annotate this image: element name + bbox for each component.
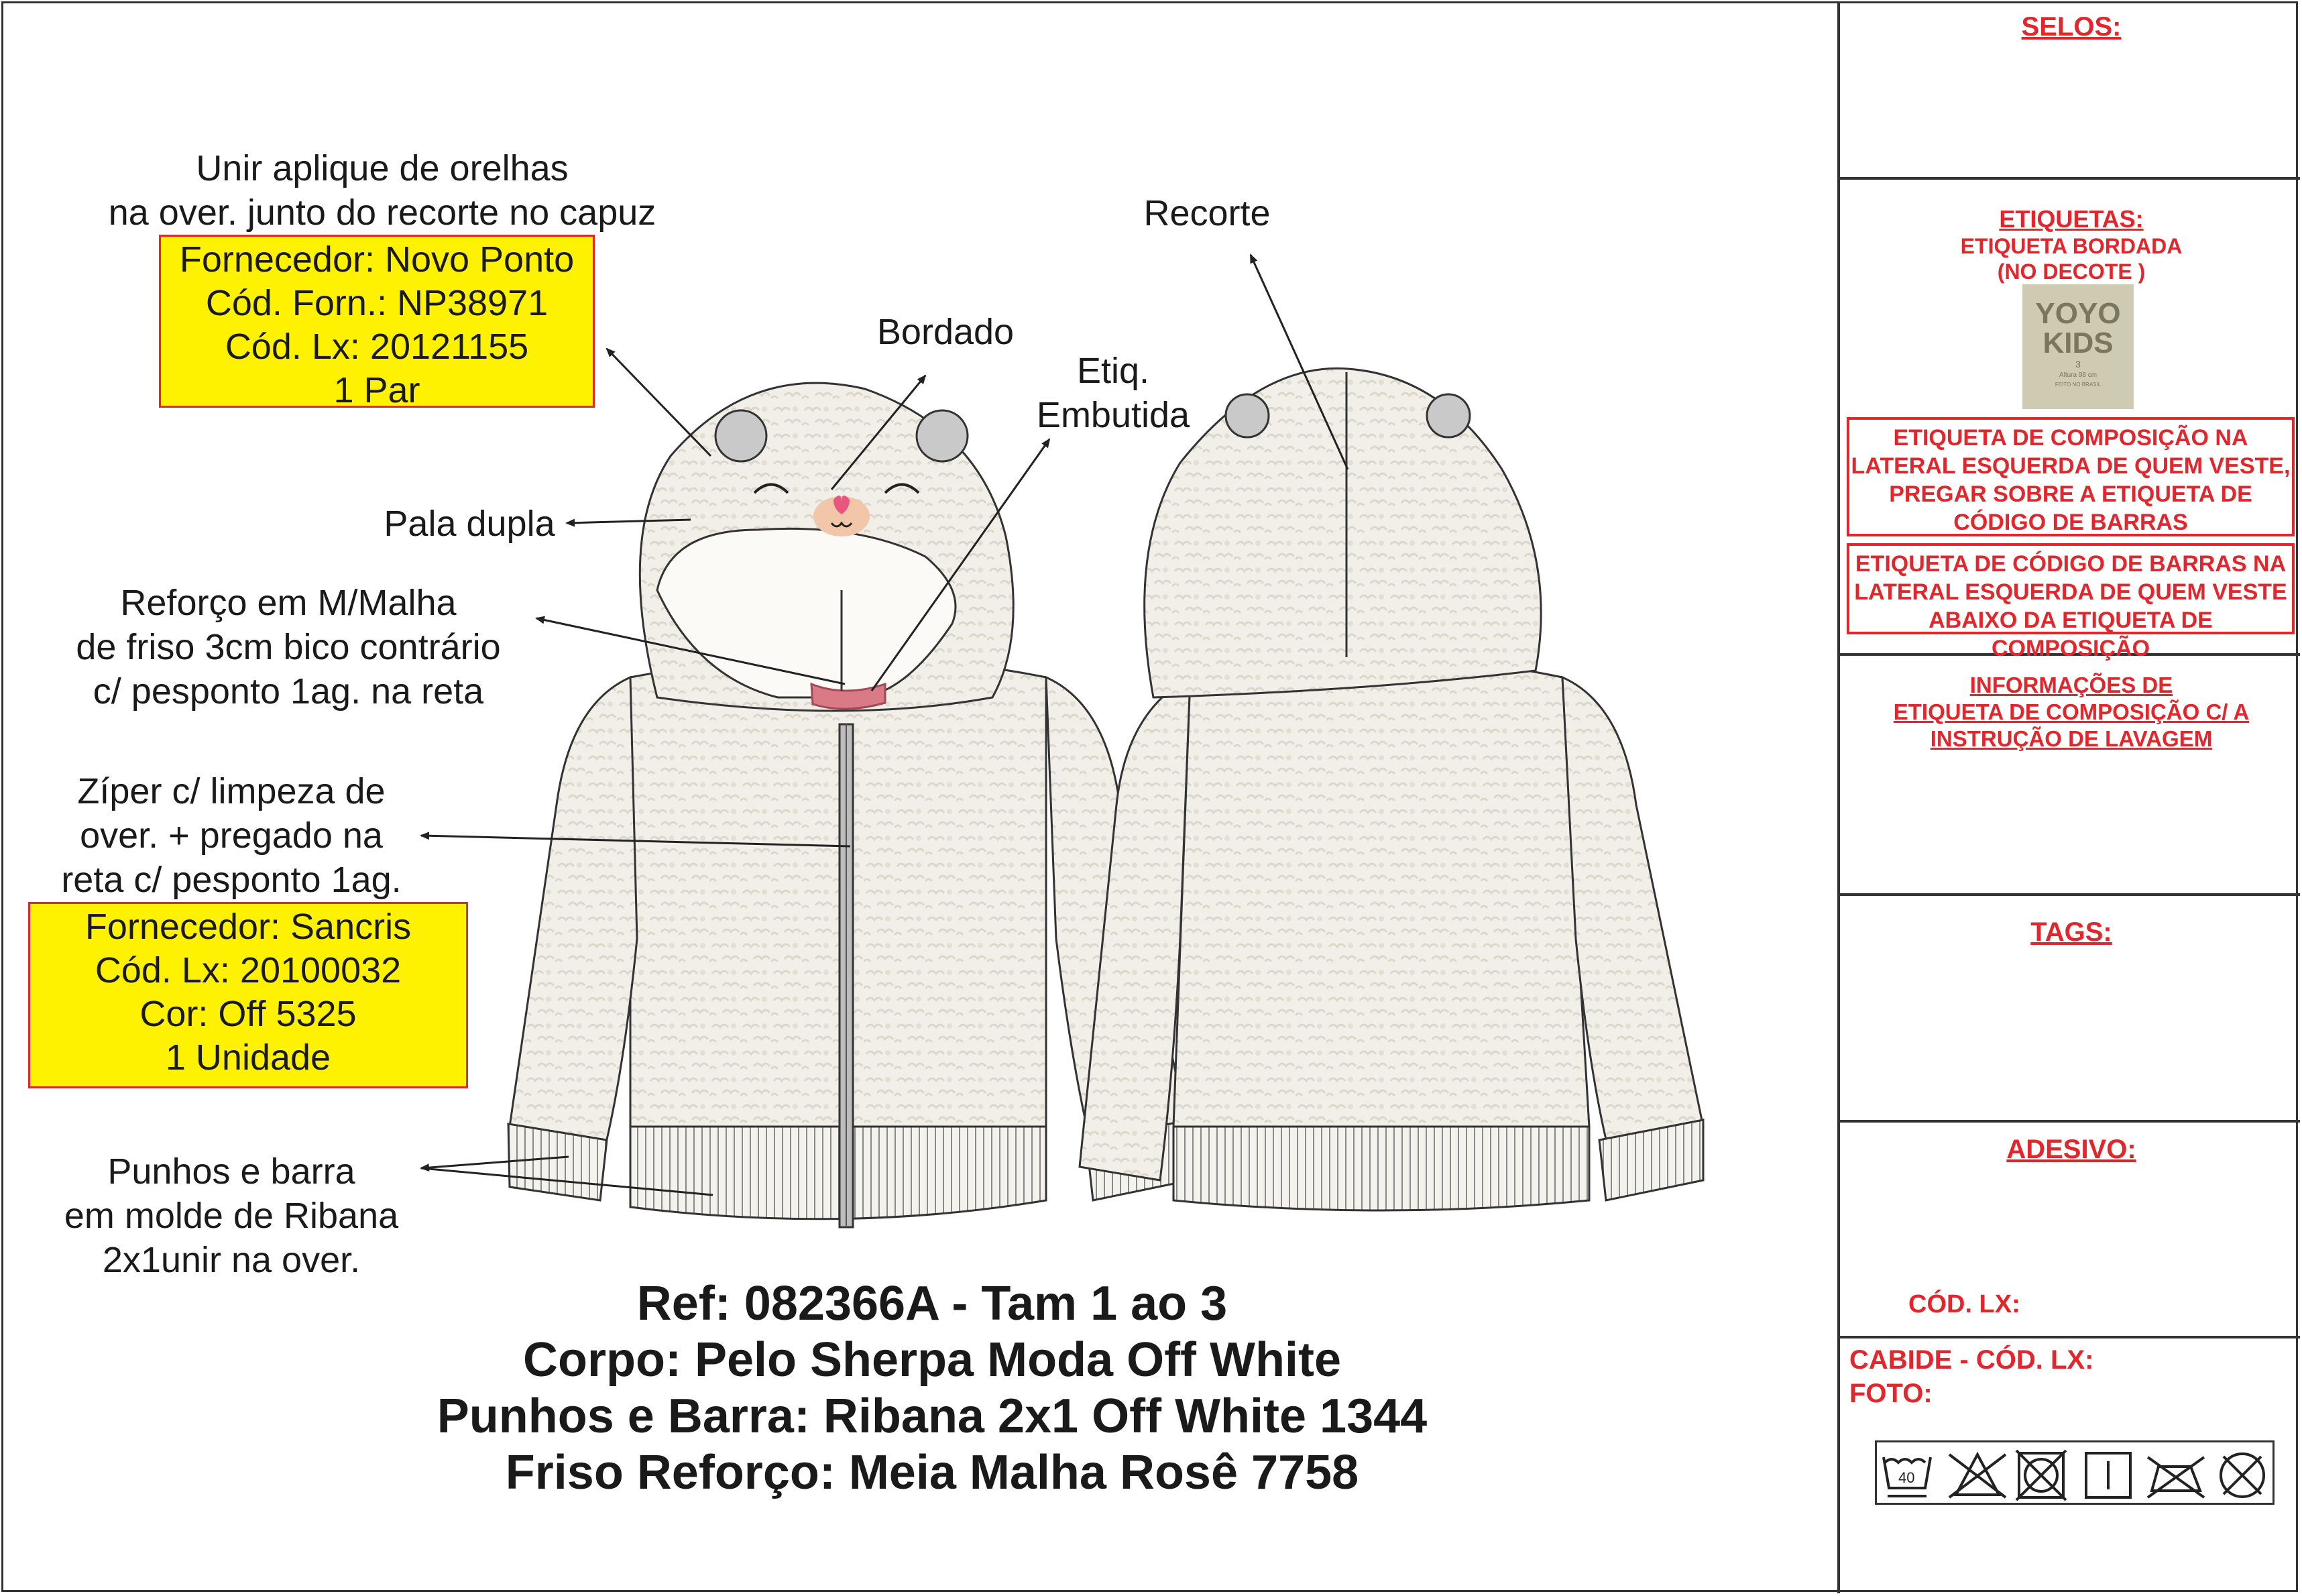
spec-friso: Friso Reforço: Meia Malha Rosê 7758 — [505, 1446, 1359, 1499]
supplier-line: 1 Unidade — [165, 1037, 331, 1078]
supplier-box-ziper — [28, 902, 468, 1088]
supplier-line: Cód. Lx: 20121155 — [225, 327, 529, 367]
spec-punhos: Punhos e Barra: Ribana 2x1 Off White 1344 — [437, 1389, 1428, 1443]
selos-title: SELOS: — [2021, 12, 2122, 42]
label-country: FEITO NO BRASIL — [2055, 382, 2102, 388]
spec-ref: Ref: 082366A - Tam 1 ao 3 — [636, 1277, 1228, 1330]
note-ziper: Zíper c/ limpeza de over. + pregado na reta c/ pesponto 1ag. — [61, 771, 402, 900]
note-pala-dupla: Pala dupla — [384, 504, 555, 544]
supplier-line: 1 Par — [333, 370, 420, 410]
supplier-line: Cor: Off 5325 — [139, 994, 357, 1034]
spec-corpo: Corpo: Pelo Sherpa Moda Off White — [523, 1333, 1341, 1387]
embroidered-label — [2022, 284, 2134, 409]
note-reforco: Reforço em M/Malha de friso 3cm bico contrário c/ pesponto 1ag. na reta — [76, 583, 501, 711]
composicao-note: ETIQUETA DE COMPOSIÇÃO NA LATERAL ESQUERDA DE QUEM VESTE, PREGAR SOBRE A ETIQUETA DE CÓDIGO DE BARRAS — [1847, 417, 2295, 536]
codigo-barras-note: ETIQUETA DE CÓDIGO DE BARRAS NA LATERAL ESQUERDA DE QUEM VESTE ABAIXO DA ETIQUETA DE COMPOSIÇÃO — [1847, 543, 2295, 634]
supplier-line: Cód. Lx: 20100032 — [95, 950, 402, 990]
tags-title: TAGS: — [2030, 917, 2112, 947]
note-etiq-embutida: Etiq. Embutida — [1036, 351, 1190, 435]
section-etiquetas — [1840, 180, 2300, 661]
supplier-line: Cód. Forn.: NP38971 — [205, 283, 549, 323]
section-selos — [1840, 1, 2300, 180]
adesivo-title: ADESIVO: — [2006, 1135, 2136, 1164]
wash-temp: 40 — [1898, 1469, 1915, 1486]
note-orelhas: Unir aplique de orelhas na over. junto do recorte no capuz — [108, 148, 656, 233]
supplier-line: Fornecedor: Sancris — [84, 907, 412, 947]
label-height: Altura 98 cm — [2059, 372, 2097, 379]
note-punhos: Punhos e barra em molde de Ribana 2x1unir na over. — [64, 1151, 399, 1280]
supplier-box-orelhas — [159, 235, 595, 408]
section-tags — [1840, 896, 2300, 1123]
foto-label: FOTO: — [1849, 1379, 1933, 1408]
note-recorte: Recorte — [1143, 193, 1271, 233]
supplier-line: Fornecedor: Novo Ponto — [179, 239, 575, 280]
label-brand-line1: YOYO — [2035, 297, 2121, 330]
section-cabide — [1840, 1338, 2300, 1593]
label-size: 3 — [2075, 359, 2081, 369]
informacoes-title: INFORMAÇÕES DE ETIQUETA DE COMPOSIÇÃO C/ A INSTRUÇÃO DE LAVAGEM — [1893, 673, 2250, 751]
label-brand-line2: KIDS — [2042, 327, 2114, 359]
trims-sidebar — [1837, 1, 2300, 1593]
section-adesivo — [1840, 1123, 2300, 1338]
note-bordado: Bordado — [876, 312, 1015, 352]
etiquetas-subtitle: ETIQUETA BORDADA (NO DECOTE ) — [1960, 234, 2183, 284]
adesivo-cod-lx: CÓD. LX: — [1908, 1290, 2020, 1318]
cabide-cod-lx: CABIDE - CÓD. LX: — [1849, 1345, 2094, 1375]
etiquetas-title: ETIQUETAS: — [1999, 205, 2144, 233]
